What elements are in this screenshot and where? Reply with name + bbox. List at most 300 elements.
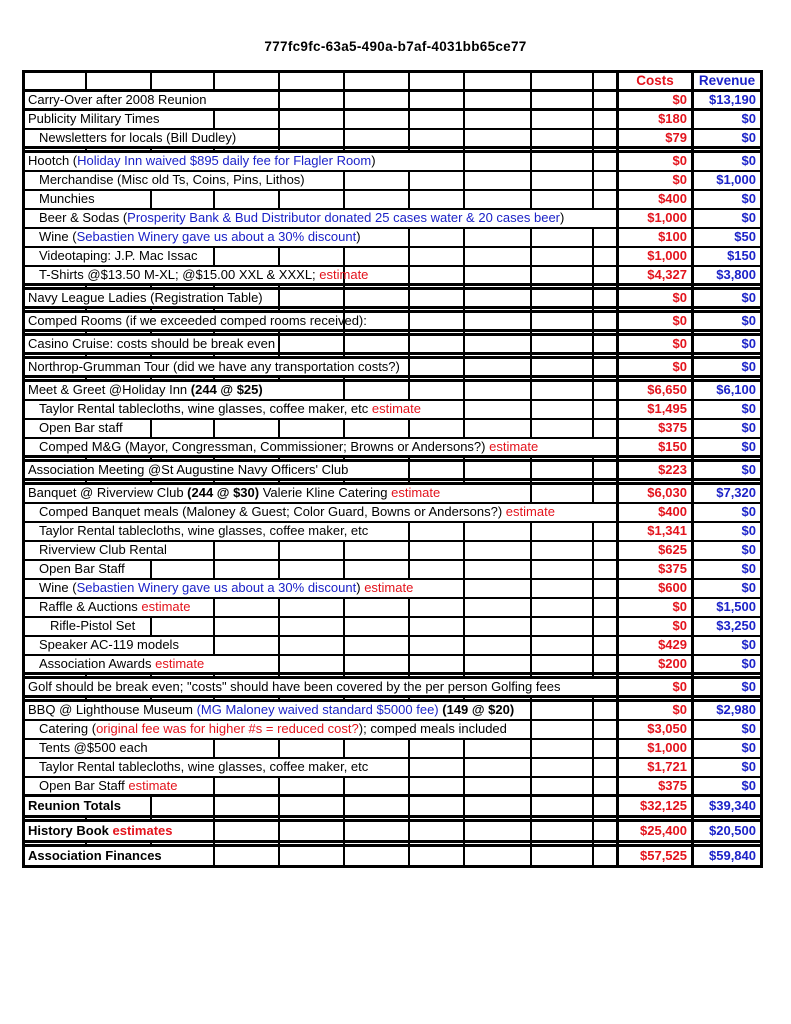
grid-cell [593,522,618,541]
table-row [24,209,762,228]
table-row [24,484,762,503]
table-row [24,91,762,110]
grid-cell [593,190,618,209]
grid-cell [279,796,344,817]
label-segment: Association Finances [28,848,162,864]
grid-cell [593,777,618,796]
grid-cell [593,701,618,720]
grid-cell [531,312,593,331]
table-row [24,636,762,655]
grid-cell [593,289,618,308]
label-segment: Sebastien Winery gave us about a 30% discount [76,580,357,596]
grid-cell [409,522,464,541]
grid-cell [279,777,344,796]
grid-cell [214,560,279,579]
table-row [24,579,762,598]
grid-cell [593,266,618,285]
label-segment: Beer & Sodas ( [39,210,128,226]
grid-cell [531,190,593,209]
grid-cell [279,129,344,148]
grid-cell [279,110,344,129]
grid-cell [464,758,531,777]
grid-cell [214,247,279,266]
grid-cell [531,739,593,758]
label-segment: Comped Rooms (if we exceeded comped rooms received): [28,313,367,329]
grid-cell [531,129,593,148]
revenue-value: $0 [693,289,762,308]
label-segment: Valerie Kline Catering [259,485,392,501]
table-row [24,152,762,171]
revenue-value: $2,980 [693,701,762,720]
costs-value: $600 [618,579,693,598]
table-row [24,190,762,209]
label-segment: ) [356,229,361,245]
row-label [24,129,279,148]
revenue-value: $0 [693,312,762,331]
revenue-value: $6,100 [693,381,762,400]
grid-cell [531,419,593,438]
grid-cell [464,91,531,110]
grid-cell [409,72,464,91]
grid-cell [409,617,464,636]
grid-cell [593,228,618,247]
grid-cell [464,358,531,377]
grid-cell [593,400,618,419]
revenue-value: $0 [693,579,762,598]
grid-cell [344,739,409,758]
grid-cell [464,228,531,247]
grid-cell [531,796,593,817]
label-segment: Videotaping: J.P. Mac Issac [39,248,198,264]
row-label [24,598,214,617]
grid-cell [151,72,214,91]
grid-cell [279,821,344,842]
label-segment: Publicity Military Times [28,111,160,127]
grid-cell [464,461,531,480]
grid-cell [593,247,618,266]
grid-cell [531,228,593,247]
grid-cell [464,400,531,419]
row-label [24,796,151,817]
grid-cell [531,358,593,377]
row-label [24,152,464,171]
label-segment: Wine ( [39,229,77,245]
label-segment: Merchandise (Misc old Ts, Coins, Pins, Lithos) [39,172,305,188]
grid-cell [344,617,409,636]
grid-cell [409,247,464,266]
revenue-value: $1,500 [693,598,762,617]
grid-cell [409,419,464,438]
header-row [24,72,762,91]
costs-value: $223 [618,461,693,480]
costs-value: $400 [618,503,693,522]
grid-cell [214,617,279,636]
grid-cell [344,190,409,209]
grid-cell [593,720,618,739]
grid-cell [464,171,531,190]
grid-cell [464,129,531,148]
grid-cell [344,171,409,190]
grid-cell [151,560,214,579]
label-segment: Tents @$500 each [39,740,148,756]
table-row [24,461,762,480]
grid-cell [409,91,464,110]
grid-cell [214,72,279,91]
revenue-value: $0 [693,560,762,579]
grid-cell [464,247,531,266]
grid-cell [409,655,464,674]
grid-cell [344,72,409,91]
grid-cell [464,381,531,400]
label-segment: Taylor Rental tablecloths, wine glasses, coffee maker, etc [39,401,372,417]
label-segment: Open Bar staff [39,420,123,436]
table-row [24,522,762,541]
grid-cell [344,541,409,560]
label-segment: Taylor Rental tablecloths, wine glasses, coffee maker, etc [39,523,369,539]
grid-cell [531,91,593,110]
grid-cell [279,289,344,308]
grid-cell [593,560,618,579]
grid-cell [409,358,464,377]
grid-cell [593,358,618,377]
row-label [24,579,464,598]
grid-cell [531,110,593,129]
revenue-value: $13,190 [693,91,762,110]
grid-cell [593,152,618,171]
label-segment: BBQ @ Lighthouse Museum [28,702,197,718]
label-segment: Holiday Inn waived $895 daily fee for Flagler Room [77,153,372,169]
revenue-value: $0 [693,209,762,228]
label-segment: ); comped meals included [358,721,507,737]
grid-cell [593,579,618,598]
revenue-value: $59,840 [693,846,762,867]
grid-cell [409,636,464,655]
grid-cell [344,110,409,129]
table-row [24,358,762,377]
label-segment: Open Bar Staff [39,777,129,793]
grid-cell [593,171,618,190]
grid-cell [214,541,279,560]
grid-cell [531,400,593,419]
grid-cell [464,289,531,308]
costs-value: $180 [618,110,693,129]
table-row [24,129,762,148]
table-row [24,739,762,758]
revenue-value: $0 [693,758,762,777]
label-segment: estimates [112,823,173,839]
grid-cell [531,701,593,720]
grid-cell [214,796,279,817]
grid-cell [464,636,531,655]
grid-cell [531,247,593,266]
label-segment: Association Meeting @St Augustine Navy Officers' Club [28,462,349,478]
grid-cell [531,484,593,503]
label-segment: Rifle-Pistol Set [50,618,136,634]
grid-cell [464,266,531,285]
grid-cell [593,617,618,636]
grid-cell [279,846,344,867]
revenue-value: $0 [693,655,762,674]
grid-cell [464,335,531,354]
row-label [24,846,214,867]
grid-cell [531,381,593,400]
grid-cell [24,72,86,91]
row-label [24,247,214,266]
revenue-value: $3,800 [693,266,762,285]
table-row [24,247,762,266]
label-segment: (244 @ $25) [190,382,263,398]
grid-cell [151,190,214,209]
grid-cell [344,560,409,579]
grid-cell [151,419,214,438]
grid-cell [464,560,531,579]
label-segment: estimate [128,777,178,793]
grid-cell [214,777,279,796]
grid-cell [279,617,344,636]
label-segment: estimate [489,438,539,454]
label-segment: Raffle & Auctions [39,599,142,615]
row-label [24,739,214,758]
grid-cell [409,846,464,867]
grid-cell [409,777,464,796]
grid-cell [593,484,618,503]
grid-cell [593,655,618,674]
revenue-value: $0 [693,110,762,129]
grid-cell [593,110,618,129]
grid-cell [464,152,531,171]
grid-cell [409,335,464,354]
table-row [24,655,762,674]
grid-cell [214,190,279,209]
grid-cell [344,821,409,842]
grid-cell [409,289,464,308]
grid-cell [214,110,279,129]
grid-cell [464,617,531,636]
label-segment: Sebastien Winery gave us about a 30% discount [76,229,357,245]
costs-value: $0 [618,171,693,190]
grid-cell [409,228,464,247]
grid-cell [344,289,409,308]
revenue-value: $39,340 [693,796,762,817]
table-row [24,381,762,400]
table-row [24,171,762,190]
label-segment: Carry-Over after 2008 Reunion [28,92,207,108]
table-row [24,701,762,720]
grid-cell [344,129,409,148]
revenue-value: $150 [693,247,762,266]
grid-cell [409,461,464,480]
revenue-value: $0 [693,503,762,522]
grid-cell [409,381,464,400]
grid-cell [464,541,531,560]
row-label [24,655,279,674]
costs-value: $0 [618,617,693,636]
grid-cell [531,461,593,480]
grid-cell [531,72,593,91]
row-label [24,484,531,503]
grid-cell [464,522,531,541]
label-segment: estimate [155,655,205,671]
costs-value: $1,000 [618,209,693,228]
costs-value: $0 [618,678,693,697]
grid-cell [279,541,344,560]
label-segment: estimate [505,504,555,520]
row-label [24,289,279,308]
grid-cell [531,821,593,842]
label-segment: original fee was for higher #s = reduced cost? [96,721,359,737]
label-segment: Comped M&G (Mayor, Congressman, Commissioner; Browns or Andersons?) [39,438,490,454]
revenue-value: $0 [693,438,762,457]
revenue-value: $20,500 [693,821,762,842]
label-segment: Comped Banquet meals (Maloney & Guest; Color Guard, Bowns or Andersons?) [39,504,506,520]
row-label [24,461,409,480]
grid-cell [531,758,593,777]
label-segment: Meet & Greet @Holiday Inn [28,382,191,398]
grid-cell [464,846,531,867]
label-segment: ) [356,580,365,596]
costs-value: $150 [618,438,693,457]
label-segment: Taylor Rental tablecloths, wine glasses, coffee maker, etc [39,759,369,775]
grid-cell [279,190,344,209]
grid-cell [464,821,531,842]
grid-cell [464,739,531,758]
row-label [24,419,151,438]
costs-value: $32,125 [618,796,693,817]
row-label [24,266,369,285]
revenue-value: $7,320 [693,484,762,503]
grid-cell [593,739,618,758]
costs-value: $3,050 [618,720,693,739]
grid-cell [279,560,344,579]
costs-value: $429 [618,636,693,655]
grid-cell [531,560,593,579]
revenue-value: $3,250 [693,617,762,636]
row-label [24,335,279,354]
grid-cell [409,560,464,579]
row-label [24,701,531,720]
grid-cell [531,846,593,867]
revenue-value: $0 [693,190,762,209]
label-segment: Navy League Ladies (Registration Table) [28,290,263,306]
row-label [24,190,151,209]
grid-cell [214,739,279,758]
table-row [24,758,762,777]
costs-value: $79 [618,129,693,148]
grid-cell [593,419,618,438]
revenue-value: $1,000 [693,171,762,190]
grid-cell [464,419,531,438]
grid-cell [464,579,531,598]
row-label [24,560,151,579]
grid-cell [531,522,593,541]
grid-cell [464,190,531,209]
grid-cell [593,796,618,817]
row-label [24,312,367,331]
label-segment: ) [560,210,565,226]
table-row [24,796,762,817]
grid-cell [531,289,593,308]
grid-cell [344,796,409,817]
grid-cell [593,636,618,655]
grid-cell [409,171,464,190]
costs-value: $0 [618,152,693,171]
label-segment: estimate [371,401,422,417]
costs-value: $0 [618,358,693,377]
label-segment: estimate [364,580,414,596]
grid-cell [344,419,409,438]
grid-cell [344,91,409,110]
costs-value: $0 [618,701,693,720]
costs-value: $0 [618,91,693,110]
grid-cell [409,110,464,129]
row-label [24,400,464,419]
row-label [24,228,409,247]
grid-cell [409,758,464,777]
row-label [24,821,214,842]
grid-cell [593,72,618,91]
table-row [24,335,762,354]
costs-value: $100 [618,228,693,247]
grid-cell [344,247,409,266]
revenue-value: $0 [693,739,762,758]
label-segment: Golf should be break even; "costs" should have been covered by the per person Golfing fees [28,679,561,695]
costs-value: $6,030 [618,484,693,503]
costs-value: $25,400 [618,821,693,842]
table-row [24,289,762,308]
revenue-value: $0 [693,400,762,419]
costs-value: $1,721 [618,758,693,777]
costs-value: $1,000 [618,247,693,266]
grid-cell [344,335,409,354]
label-segment: Reunion Totals [28,798,121,814]
costs-value: $57,525 [618,846,693,867]
revenue-value: $0 [693,541,762,560]
row-label [24,438,618,457]
grid-cell [593,598,618,617]
finance-table-body [24,72,762,867]
row-label [24,171,344,190]
costs-value: $1,495 [618,400,693,419]
table-row [24,419,762,438]
row-label [24,541,214,560]
grid-cell [344,381,409,400]
costs-value: $1,341 [618,522,693,541]
grid-cell [464,72,531,91]
grid-cell [151,796,214,817]
grid-cell [409,796,464,817]
grid-cell [593,129,618,148]
table-row [24,598,762,617]
grid-cell [344,846,409,867]
grid-cell [593,381,618,400]
grid-cell [409,739,464,758]
table-row [24,821,762,842]
label-segment: Association Awards [39,655,156,671]
row-label [24,381,344,400]
grid-cell [344,598,409,617]
row-label [24,91,279,110]
grid-cell [151,617,214,636]
label-segment: ) [371,153,376,169]
table-row [24,400,762,419]
grid-cell [531,636,593,655]
grid-cell [464,110,531,129]
grid-cell [593,335,618,354]
grid-cell [531,655,593,674]
grid-cell [593,91,618,110]
grid-cell [409,190,464,209]
grid-cell [279,247,344,266]
